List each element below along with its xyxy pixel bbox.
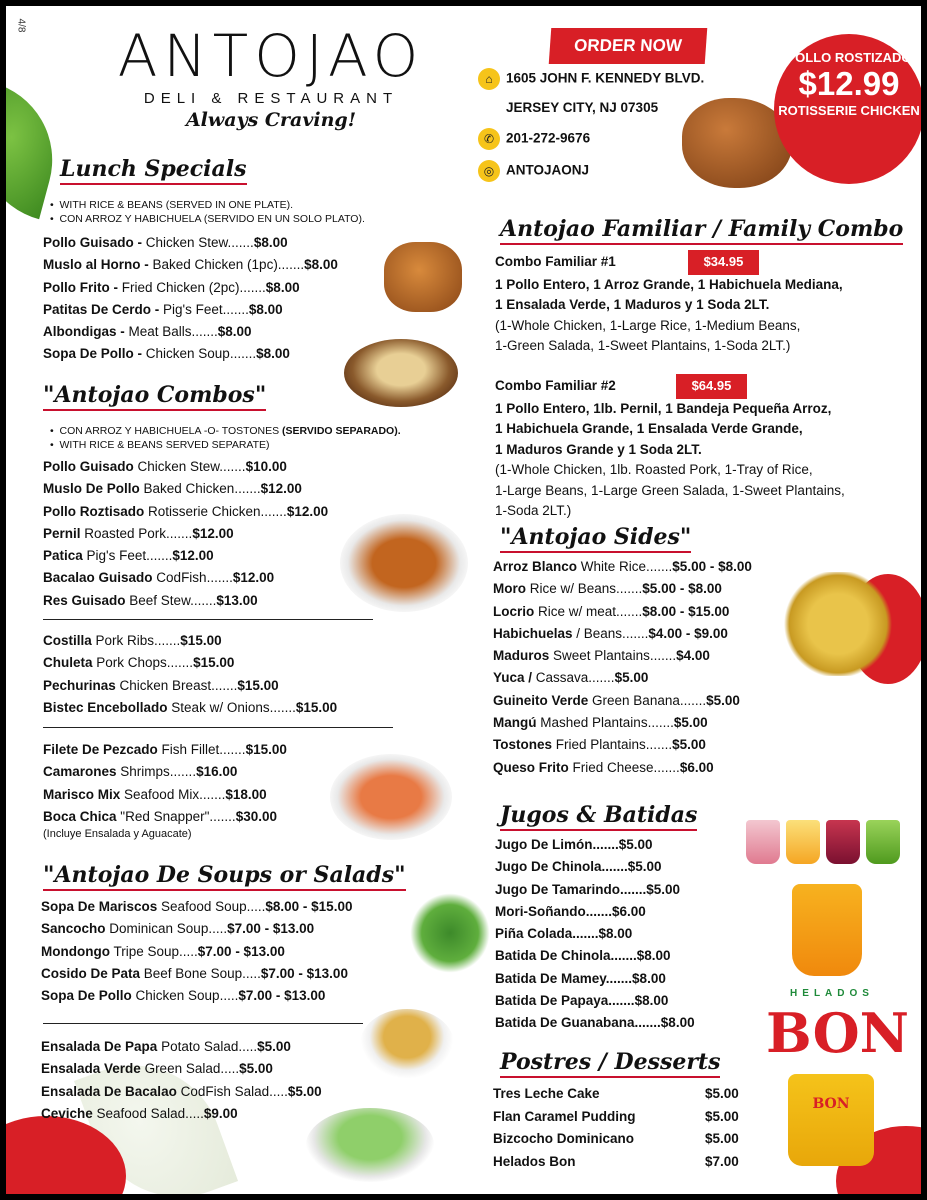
divider [43, 1023, 363, 1024]
menu-item: Helados Bon $7.00 [493, 1153, 739, 1169]
menu-item: Ensalada De Bacalao CodFish Salad.....$5.00 [41, 1083, 322, 1099]
fried-chicken-image [384, 242, 462, 312]
menu-item: Queso Frito Fried Cheese.......$6.00 [493, 759, 714, 775]
combo-name: Combo Familiar #2 [495, 378, 616, 393]
combo-price: $64.95 [676, 374, 748, 399]
menu-item: Mori-Soñando.......$6.00 [495, 903, 646, 919]
menu-item: Pernil Roasted Pork.......$12.00 [43, 525, 234, 541]
menu-item: Sancocho Dominican Soup.....$7.00 - $13.00 [41, 921, 315, 937]
combo-line: (1-Whole Chicken, 1-Large Rice, 1-Medium Beans, [495, 317, 801, 333]
menu-item: Tostones Fried Plantains.......$5.00 [493, 737, 706, 753]
menu-item: Boca Chica "Red Snapper".......$30.00 [43, 808, 277, 824]
soups-group-2 [41, 1036, 322, 1125]
roast-chicken-image [340, 514, 468, 612]
menu-item: Jugo De Limón.......$5.00 [495, 837, 653, 852]
combo-line: 1 Habichuela Grande, 1 Ensalada Verde Grande, [495, 421, 803, 436]
herb-image [410, 893, 490, 973]
promo-price: $12.99 [798, 65, 900, 102]
logo-name: ANTOJAO [117, 22, 425, 90]
combo-line: 1 Pollo Entero, 1 Arroz Grande, 1 Habichuela Mediana, [495, 276, 843, 292]
soup-bowl-image [360, 1009, 454, 1079]
smoothie-glass-image [746, 820, 780, 864]
note-line: • WITH RICE & BEANS SERVED SEPARATE) [50, 439, 270, 451]
menu-item: Pollo Roztisado Rotisserie Chicken.......$12.00 [43, 503, 329, 519]
bon-logo: BON [766, 1001, 910, 1065]
menu-item: Pollo Guisado Chicken Stew.......$10.00 [43, 459, 287, 474]
menu-item: Piña Colada.......$8.00 [495, 926, 633, 942]
menu-item: Muslo De Pollo Baked Chicken.......$12.00 [43, 481, 302, 497]
combo-price: $34.95 [688, 250, 760, 275]
menu-item: Moro Rice w/ Beans.......$5.00 - $8.00 [493, 581, 722, 597]
rotisserie-promo-badge [774, 34, 921, 184]
combos-group-1 [43, 456, 328, 612]
tub-label: BON [812, 1096, 850, 1112]
menu-item: Ceviche Seafood Salad.....$9.00 [41, 1105, 238, 1121]
family-combo-title: Antojao Familiar / Family Combo [500, 216, 903, 245]
combos-title: "Antojao Combos" [43, 382, 266, 411]
menu-item: Flan Caramel Pudding $5.00 [493, 1108, 739, 1124]
phone-icon: ✆ [478, 128, 500, 150]
soups-group-1 [41, 896, 352, 1007]
menu-item: Bacalao Guisado CodFish.......$12.00 [43, 570, 275, 586]
menu-item: Sopa De Mariscos Seafood Soup.....$8.00 - $15.00 [41, 899, 353, 914]
menu-item: Chuleta Pork Chops.......$15.00 [43, 655, 235, 671]
menu-item: Albondigas - Meat Balls.......$8.00 [43, 324, 252, 340]
salad-bowl-image [306, 1108, 434, 1182]
instagram[interactable]: ◎ ANTOJAONJ [478, 160, 589, 182]
combo-name: Combo Familiar #1 [495, 254, 616, 269]
sides-items [493, 556, 752, 779]
menu-item: Costilla Pork Ribs.......$15.00 [43, 633, 222, 648]
menu-item: Maduros Sweet Plantains.......$4.00 [493, 648, 710, 664]
menu-item: Patica Pig's Feet.......$12.00 [43, 548, 214, 564]
address-line-1: ⌂ 1605 JOHN F. KENNEDY BLVD. [478, 68, 704, 90]
menu-item: Mondongo Tripe Soup.....$7.00 - $13.00 [41, 943, 285, 959]
divider [43, 727, 393, 728]
menu-item: Pollo Guisado - Chicken Stew.......$8.00 [43, 235, 288, 250]
promo-line-2: ROTISSERIE CHICKEN [778, 103, 920, 118]
phone[interactable]: ✆ 201-272-9676 [478, 128, 590, 150]
soups-title: "Antojao De Soups or Salads" [43, 862, 406, 891]
location-pin-icon: ⌂ [478, 68, 500, 90]
lunch-items [43, 232, 338, 366]
note-line: • CON ARROZ Y HABICHUELA -O- TOSTONES (SERVIDO SEPARADO). [50, 425, 401, 437]
shrimp-image [330, 754, 452, 840]
combo-line: 1-Large Beans, 1-Large Green Salada, 1-Sweet Plantains, [495, 482, 845, 498]
menu-item: Arroz Blanco White Rice.......$5.00 - $8.00 [493, 559, 752, 574]
menu-item: Batida De Papaya.......$8.00 [495, 993, 669, 1009]
juice-cup-image [792, 884, 862, 976]
juices-title: Jugos & Batidas [500, 802, 697, 831]
logo-tagline: Always Craving! [185, 109, 357, 131]
tostones-image [784, 572, 892, 676]
combos-group-2 [43, 630, 337, 719]
combo-line: 1 Maduros Grande y 1 Soda 2LT. [495, 441, 702, 457]
combo-line: 1 Pollo Entero, 1lb. Pernil, 1 Bandeja Pequeña Arroz, [495, 400, 832, 416]
logo-subtitle: DELI & RESTAURANT [143, 90, 399, 107]
menu-item: Jugo De Chinola.......$5.00 [495, 859, 662, 875]
menu-item: Batida De Guanabana.......$8.00 [495, 1015, 695, 1031]
order-now-button[interactable]: ORDER NOW [549, 28, 708, 64]
family-combo-2 [495, 374, 845, 522]
combos-notes [50, 424, 401, 452]
logo [106, 24, 436, 131]
divider [43, 619, 373, 620]
helados-label: HELADOS [790, 988, 874, 999]
menu-item: Sopa De Pollo - Chicken Soup.......$8.00 [43, 346, 290, 362]
lunch-notes [50, 198, 365, 226]
boca-chica-note: (Incluye Ensalada y Aguacate) [43, 828, 192, 841]
menu-item: Bistec Encebollado Steak w/ Onions.......$15.00 [43, 699, 338, 715]
sides-title: "Antojao Sides" [500, 524, 691, 553]
page-number: 4/8 [15, 18, 27, 33]
address-line-2: JERSEY CITY, NJ 07305 [506, 100, 659, 115]
menu-page [6, 6, 921, 1194]
menu-item: Ensalada Verde Green Salad.....$5.00 [41, 1061, 273, 1077]
menu-item: Batida De Chinola.......$8.00 [495, 948, 671, 964]
family-combo-1 [495, 250, 843, 357]
ice-cream-tub-image [788, 1074, 874, 1166]
instagram-icon: ◎ [478, 160, 500, 182]
menu-item: Camarones Shrimps.......$16.00 [43, 764, 238, 780]
menu-item: Muslo al Horno - Baked Chicken (1pc).......$8.00 [43, 257, 338, 273]
juices-items [495, 834, 695, 1035]
smoothie-glass-image [826, 820, 860, 864]
rice-beans-image [344, 339, 458, 407]
menu-item: Tres Leche Cake $5.00 [493, 1086, 739, 1101]
combo-line: 1-Soda 2LT.) [495, 503, 572, 518]
promo-line-1: POLLO ROSTIZADO [786, 50, 912, 65]
menu-item: Sopa De Pollo Chicken Soup.....$7.00 - $13.00 [41, 988, 326, 1004]
menu-item: Pechurinas Chicken Breast.......$15.00 [43, 677, 279, 693]
menu-item: Cosido De Pata Beef Bone Soup.....$7.00 - $13.00 [41, 965, 348, 981]
menu-item: Mangú Mashed Plantains.......$5.00 [493, 715, 708, 731]
note-line: • CON ARROZ Y HABICHUELA (SERVIDO EN UN SOLO PLATO). [50, 213, 365, 225]
combo-line: 1 Ensalada Verde, 1 Maduros y 1 Soda 2LT. [495, 297, 770, 312]
smoothie-glass-image [786, 820, 820, 864]
combos-group-3 [43, 739, 287, 840]
desserts-title: Postres / Desserts [500, 1049, 720, 1078]
menu-item: Yuca / Cassava.......$5.00 [493, 670, 649, 686]
menu-item: Guineito Verde Green Banana.......$5.00 [493, 692, 740, 708]
menu-item: Habichuelas / Beans.......$4.00 - $9.00 [493, 625, 728, 641]
note-line: • WITH RICE & BEANS (SERVED IN ONE PLATE). [50, 199, 294, 211]
menu-item: Marisco Mix Seafood Mix.......$18.00 [43, 786, 267, 802]
smoothie-glass-image [866, 820, 900, 864]
desserts-items [493, 1083, 739, 1173]
menu-item: Filete De Pezcado Fish Fillet.......$15.00 [43, 742, 287, 757]
menu-item: Batida De Mamey.......$8.00 [495, 970, 666, 986]
menu-item: Jugo De Tamarindo.......$5.00 [495, 881, 681, 897]
menu-item: Ensalada De Papa Potato Salad.....$5.00 [41, 1039, 291, 1054]
menu-item: Bizcocho Dominicano $5.00 [493, 1131, 739, 1146]
combo-line: (1-Whole Chicken, 1lb. Roasted Pork, 1-Tray of Rice, [495, 462, 813, 477]
menu-item: Res Guisado Beef Stew.......$13.00 [43, 592, 258, 608]
menu-item: Patitas De Cerdo - Pig's Feet.......$8.00 [43, 301, 283, 317]
menu-item: Pollo Frito - Fried Chicken (2pc).......$8.00 [43, 279, 300, 295]
lunch-specials-title: Lunch Specials [60, 156, 247, 185]
menu-item: Locrio Rice w/ meat.......$8.00 - $15.00 [493, 603, 730, 619]
combo-line: 1-Green Salada, 1-Sweet Plantains, 1-Soda 2LT.) [495, 338, 791, 353]
